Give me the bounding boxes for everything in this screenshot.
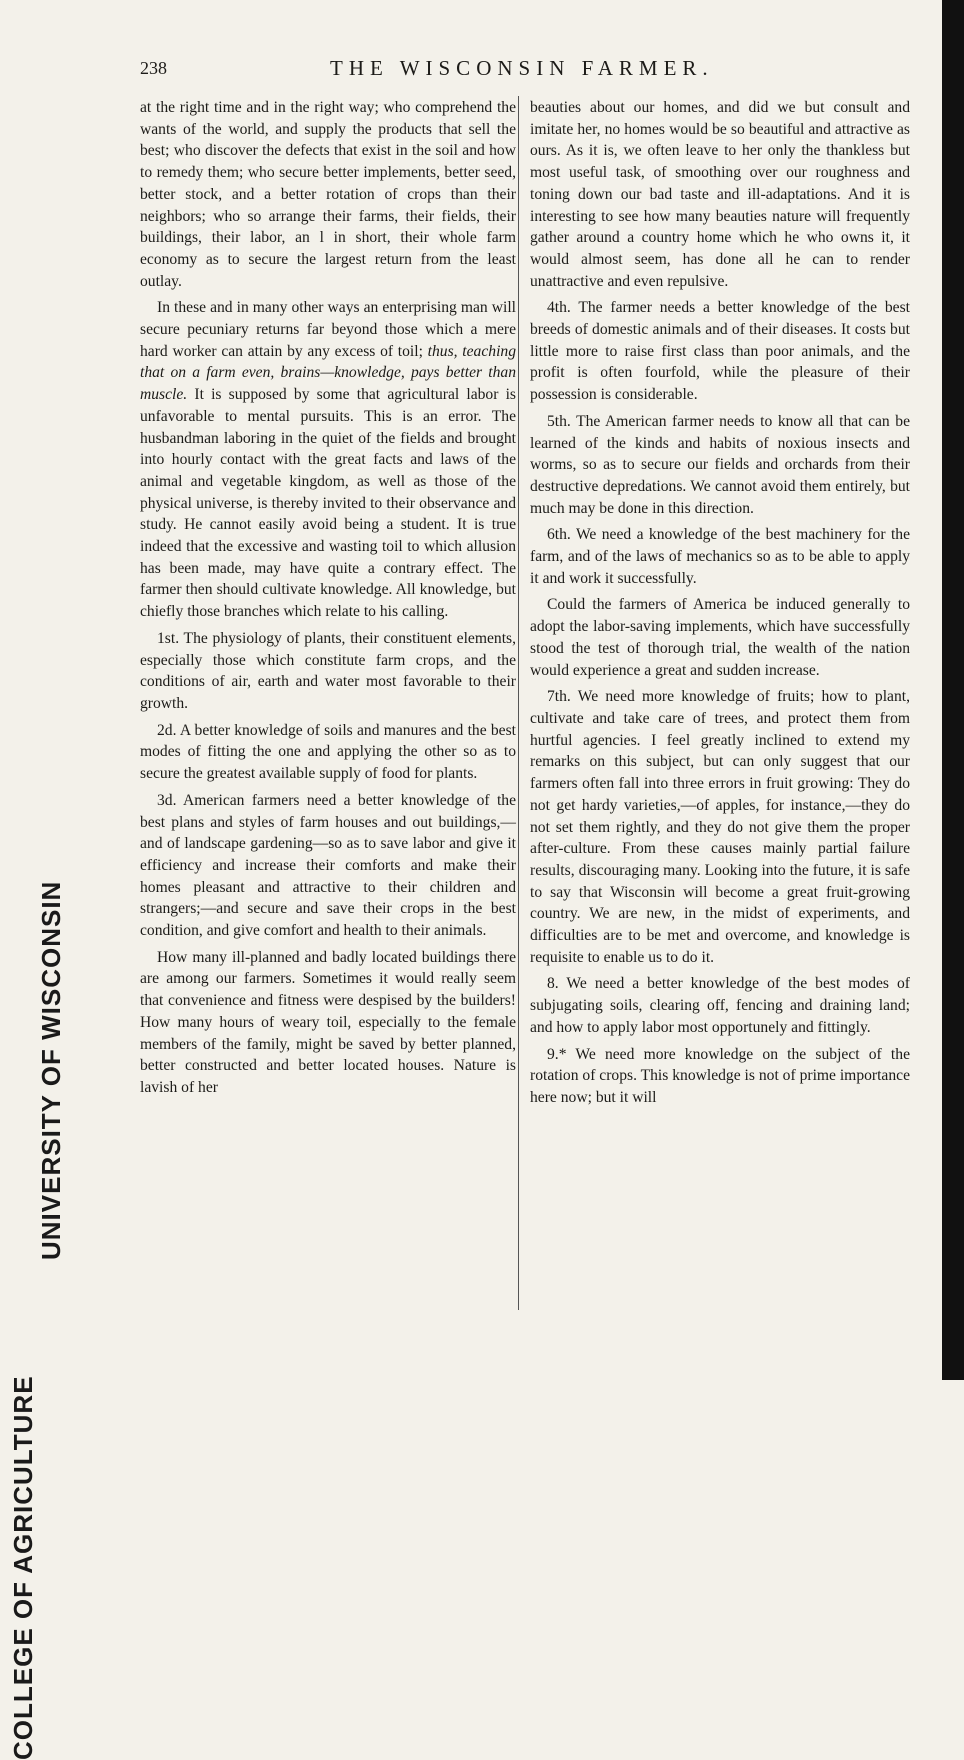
paragraph: beauties about our homes, and did we but consult and imitate her, no homes would be so beautiful and attractive as ours. As it is, we often leave to her only the thankless but most useful task, of smoothing over our roughness and toning down our bad taste and ill-adaptations. And it is interesting to see how many beauties nature will frequently gather around a country home which he who owns it, it would almost seem, has done all he can to render unattractive and even repulsive. xyxy=(530,99,910,290)
column-divider xyxy=(518,96,519,1310)
paragraph xyxy=(140,297,516,623)
page-number: 238 xyxy=(140,58,167,78)
left-column xyxy=(140,97,516,1099)
paragraph: 4th. The farmer needs a better knowledge of the best breeds of domestic animals and of their diseases. It costs but little more to raise first class than poor animals, and the profit is often fourfold, while the pleasure of their possession is considerable. xyxy=(530,299,910,404)
paragraph: How many ill-planned and badly located buildings there are among our farmers. Sometimes it would really seem that convenience and fitness were despised by the builders! How many hours of weary toil, especially to the female members of the family, might be saved by better planned, better constructed and better located houses. Nature is lavish of her xyxy=(140,948,516,1096)
paragraph-text: In these and in many other ways an enterprising man will secure pecuniary returns far beyond those which a mere hard worker can attain by any excess of toil; xyxy=(140,299,516,360)
paragraph: 7th. We need more knowledge of fruits; how to plant, cultivate and take care of trees, and protect them from hurtful agencies. I feel greatly inclined to extend my remarks on this subject, but can only suggest that our farmers often fall into three errors in fruit growing: They do not get hardy varieties,—of apples, for instance,—they do not set them rightly, and they do not give them the proper after-culture. From these causes mainly partial failure results, discouraging many. Looking into the future, it is safe to say that Wisconsin will become a great fruit-growing country. We are new, in the midst of experiments, and difficulties are to be met and overcome, and knowledge is requisite to enable us to do it. xyxy=(530,688,910,966)
paragraph: 9.* We need more knowledge on the subject of the rotation of crops. This knowledge is not of prime importance here now; but it will xyxy=(530,1045,910,1106)
paragraph: 8. We need a better knowledge of the best modes of subjugating soils, clearing off, fencing and draining land; and how to apply labor most opportunely and fittingly. xyxy=(530,975,910,1036)
paragraph: Could the farmers of America be induced generally to adopt the labor-saving implements, which have successfully stood the test of thorough trial, the wealth of the nation would experience a great and sudden increase. xyxy=(530,596,910,679)
scan-edge xyxy=(942,0,964,1380)
right-column xyxy=(530,97,910,1109)
running-head xyxy=(140,58,910,84)
paragraph: 3d. American farmers need a better knowledge of the best plans and styles of farm houses and out buildings,—and of landscape gardening—so as to save labor and give it efficiency and increase their comforts and make their homes pleasant and attractive to their children and strangers;—and secure and save their crops in the best condition, and give comfort and health to their animals. xyxy=(140,791,516,940)
paragraph: 5th. The American farmer needs to know all that can be learned of the kinds and habits of noxious insects and worms, so as to secure our fields and orchards from their destructive depredations. We cannot avoid them entirely, but much may be done in this direction. xyxy=(530,412,910,517)
stamp-line-college: COLLEGE OF AGRICULTURE xyxy=(8,1375,38,1760)
paragraph: 1st. The physiology of plants, their constituent elements, especially those which constitute farm crops, and the conditions of air, earth and water most favorable to their growth. xyxy=(140,629,516,712)
stamp-line-university: UNIVERSITY OF WISCONSIN xyxy=(36,880,66,1260)
paragraph: 6th. We need a knowledge of the best machinery for the farm, and of the laws of mechanics so as to be able to apply it and work it successfully. xyxy=(530,526,910,587)
paragraph: at the right time and in the right way; who comprehend the wants of the world, and supply the products that sell the best; who discover the defects that exist in the soil and how to remedy them; who secure better implements, better seed, better stock, and a better rotation of crops than their neighbors; who so arrange their farms, their fields, their buildings, their labor, an l in short, their whole farm economy as to secure the largest return from the least outlay. xyxy=(140,99,516,290)
italic-emphasis: thus, teaching that on a farm even, brains—knowledge, pays better than muscle. xyxy=(140,342,516,404)
journal-title: THE WISCONSIN FARMER. xyxy=(330,56,714,80)
paragraph-text: It is supposed by some that agricultural labor is unfavorable to mental pursuits. This is an error. The husbandman laboring in the quiet of the fields and brought into hourly contact with the great facts and laws of the animal and vegetable kingdom, as well as those of the physical universe, is thereby invited to their observance and study. He cannot easily avoid being a student. It is true indeed that the excessive and wasting toil to which allusion has been made, may have quite a contrary effect. The farmer then should cultivate knowledge. All knowledge, but chiefly those branches which relate to his calling. xyxy=(140,386,516,621)
library-stamp xyxy=(0,470,66,1760)
paragraph: 2d. A better knowledge of soils and manures and the best modes of fitting the one and applying the other so as to secure the greatest available supply of food for plants. xyxy=(140,721,516,783)
